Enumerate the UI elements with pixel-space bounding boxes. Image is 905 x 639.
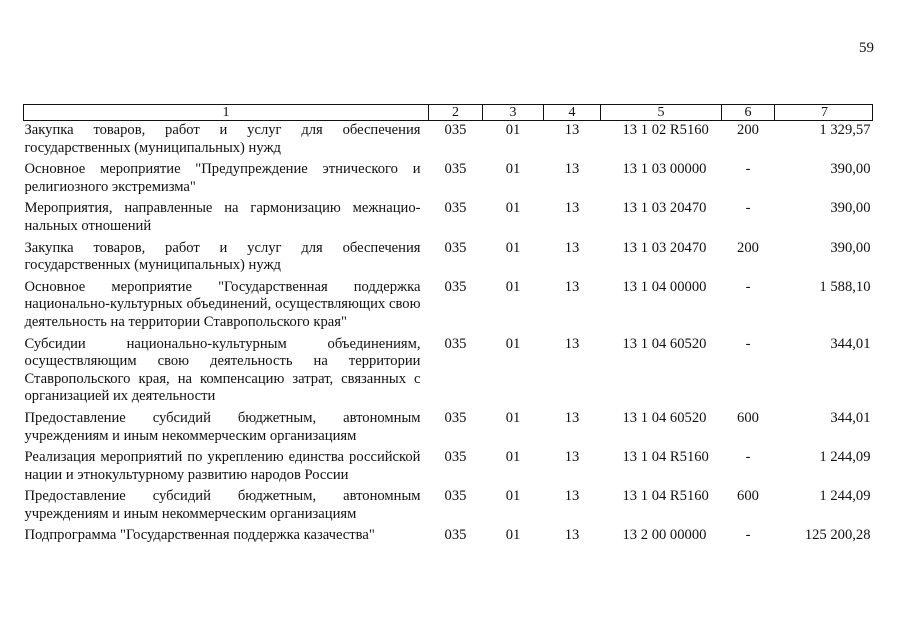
row-code: 035	[444, 409, 467, 426]
header-col-3: 3	[483, 105, 544, 121]
row-code: 035	[444, 335, 467, 352]
row-subsection: 13	[564, 239, 580, 256]
row-amount: 390,00	[830, 200, 871, 217]
row-section: 01	[505, 335, 521, 352]
row-name: Предоставление субсидий бюджетным, автономным учреждениям и иным некоммерческим организациям	[24, 409, 421, 444]
row-code: 035	[444, 449, 467, 466]
row-section: 01	[505, 488, 521, 505]
row-name: Основное мероприятие "Государственная поддержка национально-культурных объединений, осуществляющих свою деятельность на территории Ставропольского края"	[24, 278, 421, 330]
row-code: 035	[444, 527, 467, 544]
table-row	[24, 335, 873, 409]
table-row	[24, 487, 873, 526]
row-section: 01	[505, 122, 521, 138]
row-code: 035	[444, 200, 467, 217]
row-target-code: 13 1 04 R5160	[622, 449, 709, 466]
row-expense-type: -	[745, 449, 751, 466]
row-expense-type: -	[745, 161, 751, 178]
row-amount: 1 244,09	[819, 449, 871, 466]
row-subsection: 13	[564, 122, 580, 138]
table-row	[24, 160, 873, 199]
row-section: 01	[505, 278, 521, 295]
row-expense-type: -	[745, 200, 751, 217]
row-amount: 344,01	[830, 335, 871, 352]
row-expense-type: -	[745, 527, 751, 544]
row-amount: 344,01	[830, 409, 871, 426]
header-col-5: 5	[601, 105, 722, 121]
table-row	[24, 409, 873, 448]
row-expense-type: -	[745, 335, 751, 352]
row-amount: 1 244,09	[819, 488, 871, 505]
row-target-code: 13 1 03 20470	[622, 200, 707, 217]
table-row	[24, 278, 873, 335]
row-name: Основное мероприятие "Предупреждение этнического и религиозного экстремизма"	[24, 161, 421, 195]
row-name: Предоставление субсидий бюджетным, автономным учреждениям и иным некоммерческим организациям	[24, 488, 421, 522]
row-subsection: 13	[564, 278, 580, 295]
header-row	[24, 105, 873, 121]
row-section: 01	[505, 239, 521, 256]
budget-table	[23, 104, 873, 548]
row-name: Подпрограмма "Государственная поддержка казачества"	[24, 527, 375, 544]
row-section: 01	[505, 449, 521, 466]
row-section: 01	[505, 527, 521, 544]
row-subsection: 13	[564, 161, 580, 178]
table-row	[24, 239, 873, 278]
row-target-code: 13 1 03 20470	[622, 239, 707, 256]
row-name: Субсидии национально-культурным объединениям, осуществляющим свою деятельность на территории Ставропольского края, на компенсацию затрат, связанных с организацией их деятельности	[24, 335, 421, 405]
row-code: 035	[444, 488, 467, 505]
table-row	[24, 199, 873, 238]
row-subsection: 13	[564, 335, 580, 352]
row-code: 035	[444, 278, 467, 295]
row-amount: 1 329,57	[819, 122, 871, 138]
row-target-code: 13 1 04 60520	[622, 409, 707, 426]
row-subsection: 13	[564, 488, 580, 505]
row-amount: 390,00	[830, 239, 871, 256]
row-target-code: 13 2 00 00000	[622, 527, 707, 544]
header-col-4: 4	[544, 105, 601, 121]
row-code: 035	[444, 122, 467, 138]
row-expense-type: 200	[737, 122, 759, 138]
row-name: Закупка товаров, работ и услуг для обеспечения государственных (муниципальных) нужд	[24, 239, 421, 274]
row-subsection: 13	[564, 200, 580, 217]
table-row	[24, 448, 873, 487]
header-col-1: 1	[24, 105, 429, 121]
row-section: 01	[505, 161, 521, 178]
row-amount: 390,00	[830, 161, 871, 178]
row-target-code: 13 1 04 60520	[622, 335, 707, 352]
table-body	[24, 121, 873, 549]
row-subsection: 13	[564, 409, 580, 426]
row-section: 01	[505, 409, 521, 426]
row-target-code: 13 1 04 R5160	[622, 488, 709, 505]
row-section: 01	[505, 200, 521, 217]
row-subsection: 13	[564, 527, 580, 544]
header-col-2: 2	[429, 105, 483, 121]
row-target-code: 13 1 03 00000	[622, 161, 707, 178]
row-target-code: 13 1 04 00000	[622, 278, 707, 295]
row-amount: 1 588,10	[819, 278, 871, 295]
row-name: Мероприятия, направленные на гармонизацию межнацио-нальных отношений	[24, 200, 421, 234]
row-code: 035	[444, 239, 467, 256]
row-expense-type: 200	[737, 239, 759, 256]
row-target-code: 13 1 02 R5160	[622, 122, 709, 138]
table-row	[24, 121, 873, 161]
row-code: 035	[444, 161, 467, 178]
page-number: 59	[859, 40, 874, 56]
row-name: Реализация мероприятий по укреплению единства российской нации и этнокультурному развитию народов России	[24, 449, 421, 483]
header-col-6: 6	[722, 105, 775, 121]
table-row	[24, 526, 873, 548]
row-amount: 125 200,28	[804, 527, 871, 544]
header-col-7: 7	[775, 105, 873, 121]
row-expense-type: 600	[737, 488, 759, 505]
row-subsection: 13	[564, 449, 580, 466]
row-name: Закупка товаров, работ и услуг для обеспечения государственных (муниципальных) нужд	[24, 122, 421, 156]
row-expense-type: -	[745, 278, 751, 295]
row-expense-type: 600	[737, 409, 759, 426]
